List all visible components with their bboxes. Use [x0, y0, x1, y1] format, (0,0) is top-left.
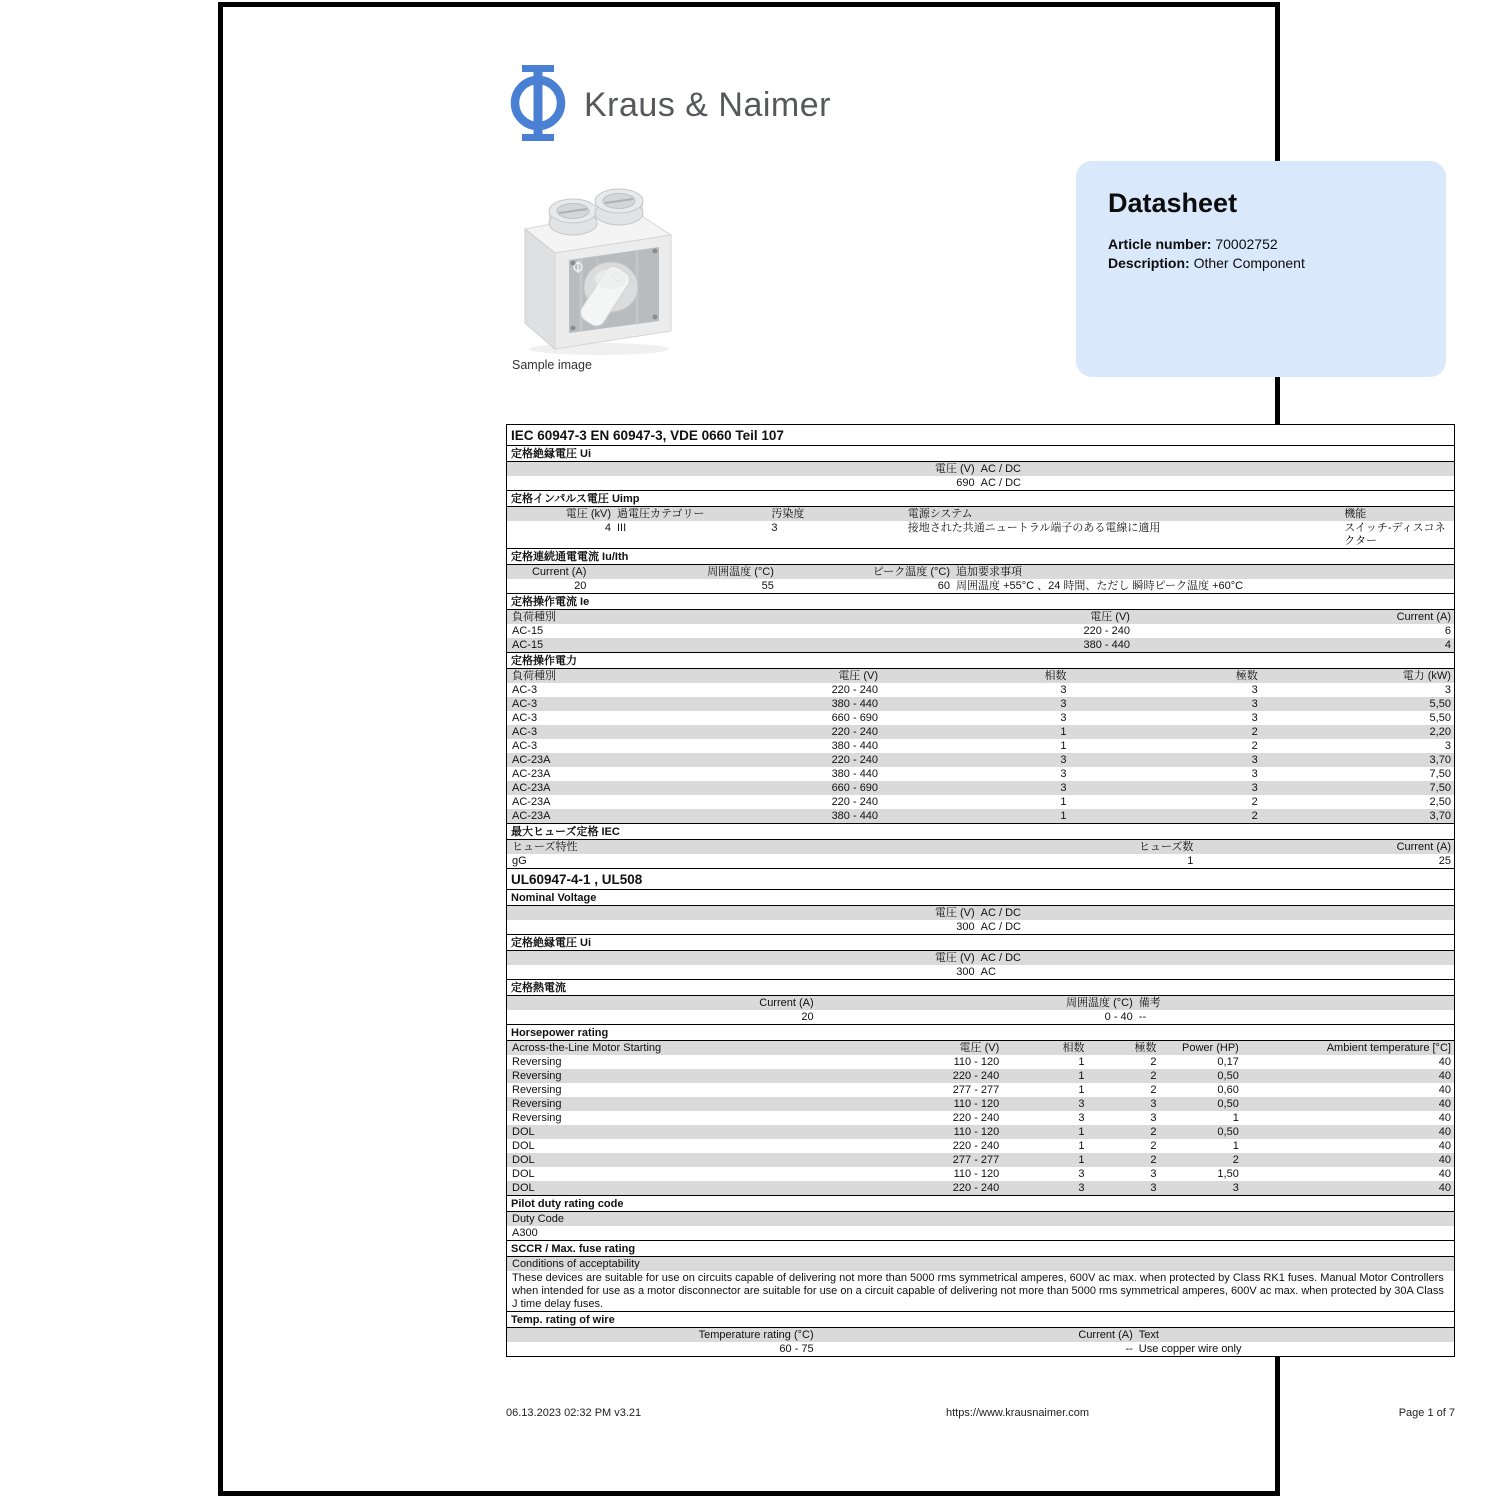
table-cell: 電力 (kW): [1402, 670, 1451, 682]
table-cell: Current (A): [1396, 841, 1451, 853]
table-cell: gG: [512, 855, 527, 867]
table-cell: 20: [801, 1011, 814, 1023]
table-cell: 277 - 277: [952, 1154, 1000, 1166]
table-cell: スイッチ-ディスコネクター: [1344, 522, 1446, 547]
datasheet-card: [1076, 161, 1446, 377]
table-cell: AC-3: [512, 726, 538, 738]
table-cell: 2,50: [1429, 796, 1451, 808]
table-cell: 3: [1078, 1112, 1085, 1124]
table-cell: 電圧 (kV): [565, 508, 611, 520]
table-cell: 3: [1251, 768, 1258, 780]
table-cell: 380 - 440: [831, 768, 879, 780]
table-cell: AC-3: [512, 698, 538, 710]
table-row: [507, 1226, 1454, 1240]
table-cell: 380 - 440: [1083, 639, 1130, 651]
sample-image-caption: Sample image: [512, 358, 592, 372]
table-cell: 40: [1438, 1098, 1451, 1110]
table-row: [507, 507, 1454, 521]
article-number-value: 70002752: [1211, 236, 1278, 252]
table-cell: Reversing: [512, 1098, 562, 1110]
table-cell: AC-23A: [512, 768, 551, 780]
table-cell: 220 - 240: [831, 684, 879, 696]
table-section-title: 定格インパルス電圧 Uimp: [507, 490, 1454, 507]
table-row: [507, 1271, 1454, 1311]
table-section-title: Horsepower rating: [507, 1024, 1454, 1041]
table-cell: --: [1125, 1343, 1133, 1355]
table-section-title: 最大ヒューズ定格 IEC: [507, 823, 1454, 840]
table-cell: AC-23A: [512, 782, 551, 794]
table-row: [507, 683, 1454, 697]
table-cell: AC / DC: [980, 463, 1021, 475]
table-cell: 2: [1251, 740, 1258, 752]
table-cell: DOL: [512, 1126, 535, 1138]
table-cell: DOL: [512, 1182, 535, 1194]
table-cell: 極数: [1134, 1042, 1157, 1054]
description-label: Description:: [1108, 255, 1190, 271]
table-section-title: SCCR / Max. fuse rating: [507, 1240, 1454, 1257]
table-cell: 1: [1078, 1154, 1085, 1166]
table-row: [507, 697, 1454, 711]
table-cell: 3: [1251, 754, 1258, 766]
table-row: [507, 521, 1454, 548]
table-cell: 220 - 240: [831, 754, 879, 766]
table-row: [507, 624, 1454, 638]
table-cell: DOL: [512, 1140, 535, 1152]
table-cell: 電圧 (V): [934, 907, 975, 919]
spec-table: [506, 424, 1455, 1357]
table-section-title: Temp. rating of wire: [507, 1311, 1454, 1328]
table-cell: 周囲温度 (°C): [1066, 997, 1133, 1009]
table-title: IEC 60947-3 EN 60947-3, VDE 0660 Teil 107: [507, 425, 1454, 446]
table-cell: 接地された共通ニュートラル端子のある電線に適用: [907, 522, 1161, 534]
table-cell: 3: [1060, 712, 1067, 724]
table-cell: 周囲温度 +55°C 、24 時間、ただし 瞬時ピーク温度 +60°C: [956, 580, 1244, 592]
table-cell: Reversing: [512, 1070, 562, 1082]
table-cell: 110 - 120: [953, 1056, 1000, 1068]
table-cell: 660 - 690: [831, 782, 879, 794]
article-number-label: Article number:: [1108, 236, 1212, 252]
table-cell: ピーク温度 (°C): [872, 566, 951, 578]
table-cell: 110 - 120: [953, 1098, 1000, 1110]
footer-date-version: 06.13.2023 02:32 PM v3.21: [506, 1407, 642, 1419]
table-cell: 1: [1078, 1140, 1085, 1152]
table-row: [507, 579, 1454, 593]
table-row: [507, 1111, 1454, 1125]
table-cell: 3: [1078, 1168, 1085, 1180]
table-row: [507, 1069, 1454, 1083]
table-row: [507, 1139, 1454, 1153]
table-cell: AC-15: [512, 639, 544, 651]
table-cell: 40: [1438, 1056, 1451, 1068]
cable-gland-right: [595, 189, 643, 225]
table-cell: Current (A): [1396, 611, 1451, 623]
table-cell: 277 - 277: [952, 1084, 1000, 1096]
table-row: [507, 711, 1454, 725]
table-row: [507, 809, 1454, 823]
table-cell: 相数: [1044, 670, 1067, 682]
table-cell: Across-the-Line Motor Starting: [512, 1042, 662, 1054]
table-cell: 300: [956, 921, 975, 933]
table-row: [507, 795, 1454, 809]
table-cell: AC / DC: [980, 952, 1021, 964]
table-cell: Current (A): [531, 566, 587, 578]
table-cell: A300: [512, 1227, 538, 1239]
table-cell: 3: [1060, 768, 1067, 780]
table-cell: 負荷種別: [512, 611, 556, 623]
table-cell: 1: [1078, 1084, 1085, 1096]
table-row: [507, 1125, 1454, 1139]
table-row: [507, 725, 1454, 739]
table-row: [507, 739, 1454, 753]
page-footer: [506, 1407, 1455, 1422]
cable-gland-left: [549, 199, 597, 235]
table-cell: Ambient temperature [°C]: [1326, 1042, 1451, 1054]
table-row: [507, 906, 1454, 920]
table-row: [507, 965, 1454, 979]
table-cell: 汚染度: [771, 508, 805, 520]
table-cell: 1: [1060, 740, 1067, 752]
table-cell: 追加要求事項: [956, 566, 1023, 578]
table-cell: 40: [1438, 1168, 1451, 1180]
table-row: [507, 854, 1454, 868]
table-row: [507, 920, 1454, 934]
table-row: [507, 996, 1454, 1010]
table-cell: 40: [1438, 1070, 1451, 1082]
table-cell: 300: [956, 966, 975, 978]
table-cell: AC-23A: [512, 810, 551, 822]
table-cell: 690: [956, 477, 975, 489]
table-cell: 3: [1251, 684, 1258, 696]
table-cell: 3: [1444, 684, 1451, 696]
table-cell: 3: [1060, 782, 1067, 794]
table-cell: 60 - 75: [779, 1343, 814, 1355]
table-cell: 3: [1150, 1182, 1157, 1194]
table-row: [507, 781, 1454, 795]
table-cell: 380 - 440: [831, 810, 879, 822]
table-cell: 4: [1444, 639, 1451, 651]
table-row: [507, 753, 1454, 767]
table-cell: 3: [1060, 754, 1067, 766]
table-cell: 220 - 240: [952, 1070, 1000, 1082]
table-cell: 1: [1078, 1070, 1085, 1082]
table-row: [507, 565, 1454, 579]
table-cell: Conditions of acceptability: [512, 1258, 640, 1270]
table-row: [507, 951, 1454, 965]
table-row: [507, 1083, 1454, 1097]
table-row: [507, 1342, 1454, 1356]
table-cell: 負荷種別: [512, 670, 556, 682]
table-cell: 0,17: [1217, 1056, 1239, 1068]
footer-website-link[interactable]: https://www.krausnaimer.com: [946, 1407, 1090, 1419]
table-cell: 3: [1444, 740, 1451, 752]
table-cell: Power (HP): [1181, 1042, 1239, 1054]
table-cell: 1,50: [1217, 1168, 1239, 1180]
table-cell: ヒューズ特性: [512, 841, 578, 853]
brand-name: Kraus & Naimer: [584, 86, 831, 124]
table-cell: 380 - 440: [831, 740, 879, 752]
table-cell: AC-15: [512, 625, 544, 637]
table-cell: 機能: [1344, 508, 1367, 520]
table-cell: 1: [1078, 1056, 1085, 1068]
table-row: [507, 1041, 1454, 1055]
table-section-title: Pilot duty rating code: [507, 1195, 1454, 1212]
table-cell: AC-3: [512, 684, 538, 696]
table-cell: 220 - 240: [952, 1112, 1000, 1124]
table-cell: AC / DC: [980, 907, 1021, 919]
table-row: [507, 1097, 1454, 1111]
table-cell: 110 - 120: [953, 1168, 1000, 1180]
table-cell: --: [1138, 1011, 1147, 1023]
table-cell: 2: [1232, 1154, 1239, 1166]
table-cell: These devices are suitable for use on circuits capable of delivering not more than 5000 rms symmetrical amperes, 600V ac max. when protected by Class RK1 fuses. Manual Motor Controllers when intended for use as a motor disconnector are suitable for use on a circuit capable of delivering not more than 5000 rms symmetrical amperes, 600V ac max. when protected by 30A Class J time delay fuses.: [512, 1272, 1444, 1310]
table-cell: AC-23A: [512, 754, 551, 766]
table-cell: DOL: [512, 1168, 535, 1180]
table-cell: 2: [1150, 1070, 1157, 1082]
table-cell: 3: [771, 522, 778, 534]
table-cell: 3: [1078, 1098, 1085, 1110]
table-cell: 5,50: [1429, 712, 1451, 724]
table-cell: 220 - 240: [952, 1140, 1000, 1152]
table-cell: 1: [1060, 796, 1067, 808]
table-cell: ヒューズ数: [1138, 841, 1194, 853]
table-row: [507, 840, 1454, 854]
table-cell: 40: [1438, 1154, 1451, 1166]
table-cell: 40: [1438, 1084, 1451, 1096]
table-cell: 55: [761, 580, 774, 592]
table-cell: Use copper wire only: [1138, 1343, 1242, 1355]
table-cell: 極数: [1235, 670, 1258, 682]
footer-page-number: Page 1 of 7: [1398, 1407, 1455, 1419]
table-cell: 3: [1150, 1098, 1157, 1110]
table-cell: DOL: [512, 1154, 535, 1166]
table-cell: 2,20: [1429, 726, 1451, 738]
table-cell: 220 - 240: [1083, 625, 1130, 637]
table-cell: 3: [1232, 1182, 1239, 1194]
table-cell: 380 - 440: [831, 698, 879, 710]
datasheet-title: Datasheet: [1108, 188, 1238, 218]
table-cell: AC-23A: [512, 796, 551, 808]
table-row: [507, 1010, 1454, 1024]
description-value: Other Component: [1189, 255, 1305, 271]
table-cell: 2: [1150, 1154, 1157, 1166]
table-cell: 7,50: [1429, 768, 1451, 780]
table-cell: 電圧 (V): [838, 670, 879, 682]
article-number-line: [1108, 235, 1414, 254]
table-cell: 40: [1438, 1126, 1451, 1138]
table-cell: Current (A): [1078, 1329, 1133, 1341]
table-cell: 40: [1438, 1182, 1451, 1194]
table-cell: Temperature rating (°C): [698, 1329, 814, 1341]
table-cell: 2: [1150, 1140, 1157, 1152]
table-cell: 3: [1251, 698, 1258, 710]
table-row: [507, 1181, 1454, 1195]
table-section-title: Nominal Voltage: [507, 890, 1454, 906]
table-cell: 1: [1060, 726, 1067, 738]
table-cell: AC / DC: [980, 477, 1021, 489]
table-cell: 6: [1444, 625, 1451, 637]
table-cell: 2: [1251, 796, 1258, 808]
table-section-title: 定格操作電流 Ie: [507, 593, 1454, 610]
table-cell: 4: [604, 522, 611, 534]
table-cell: AC: [980, 966, 996, 978]
table-cell: 660 - 690: [831, 712, 879, 724]
table-row: [507, 610, 1454, 624]
table-cell: 3: [1150, 1168, 1157, 1180]
table-row: [507, 767, 1454, 781]
table-cell: Reversing: [512, 1056, 562, 1068]
table-row: [507, 669, 1454, 683]
table-cell: 0,50: [1217, 1098, 1239, 1110]
table-cell: 60: [937, 580, 951, 592]
table-cell: 25: [1438, 855, 1451, 867]
table-cell: 相数: [1062, 1042, 1085, 1054]
table-cell: 3,70: [1429, 810, 1451, 822]
table-cell: 7,50: [1429, 782, 1451, 794]
table-row: [507, 1153, 1454, 1167]
table-row: [507, 1257, 1454, 1271]
table-cell: Reversing: [512, 1084, 562, 1096]
table-cell: Reversing: [512, 1112, 562, 1124]
table-cell: AC-3: [512, 740, 538, 752]
table-cell: 1: [1232, 1112, 1239, 1124]
table-section-title: 定格連続通電電流 Iu/Ith: [507, 548, 1454, 565]
table-cell: 2: [1150, 1126, 1157, 1138]
table-cell: 備考: [1138, 997, 1161, 1009]
kraus-naimer-phi-logo-icon: [510, 65, 566, 146]
table-cell: 0 - 40: [1104, 1011, 1133, 1023]
table-cell: 電圧 (V): [934, 463, 975, 475]
table-cell: 2: [1251, 726, 1258, 738]
table-cell: 20: [574, 580, 587, 592]
table-cell: 0,50: [1217, 1070, 1239, 1082]
table-row: [507, 476, 1454, 490]
table-cell: 3: [1060, 698, 1067, 710]
table-cell: Text: [1138, 1329, 1159, 1341]
table-cell: 過電圧カテゴリー: [617, 508, 705, 520]
table-cell: 3: [1251, 712, 1258, 724]
table-row: [507, 1328, 1454, 1342]
table-cell: 2: [1150, 1056, 1157, 1068]
table-cell: 110 - 120: [953, 1126, 1000, 1138]
description-line: [1108, 254, 1414, 273]
table-cell: 周囲温度 (°C): [707, 566, 774, 578]
table-cell: 3: [1060, 684, 1067, 696]
product-image: [511, 161, 683, 362]
table-cell: 0,60: [1217, 1084, 1239, 1096]
table-section-title: 定格絶縁電圧 Ui: [507, 934, 1454, 951]
table-cell: 電圧 (V): [934, 952, 975, 964]
table-row: [507, 462, 1454, 476]
table-cell: 5,50: [1429, 698, 1451, 710]
document-page: [218, 2, 1455, 1496]
table-cell: 1: [1187, 855, 1194, 867]
table-cell: 電圧 (V): [1090, 611, 1130, 623]
table-row: [507, 1167, 1454, 1181]
table-cell: 3: [1251, 782, 1258, 794]
table-cell: 3,70: [1429, 754, 1451, 766]
table-cell: 2: [1150, 1084, 1157, 1096]
table-cell: 220 - 240: [831, 726, 879, 738]
table-title: UL60947-4-1 , UL508: [507, 868, 1454, 890]
table-cell: 電源システム: [907, 508, 973, 520]
table-cell: 220 - 240: [952, 1182, 1000, 1194]
table-cell: 40: [1438, 1112, 1451, 1124]
table-cell: 220 - 240: [831, 796, 879, 808]
table-cell: AC / DC: [980, 921, 1021, 933]
table-cell: III: [617, 522, 627, 534]
table-section-title: 定格絶縁電圧 Ui: [507, 446, 1454, 462]
table-cell: 40: [1438, 1140, 1451, 1152]
table-cell: 電圧 (V): [959, 1042, 1000, 1054]
table-row: [507, 1055, 1454, 1069]
table-cell: Duty Code: [512, 1213, 564, 1225]
table-cell: Current (A): [759, 997, 814, 1009]
table-section-title: 定格熱電流: [507, 979, 1454, 996]
table-cell: 1: [1078, 1126, 1085, 1138]
table-cell: AC-3: [512, 712, 538, 724]
table-row: [507, 1212, 1454, 1226]
table-cell: 1: [1060, 810, 1067, 822]
table-cell: 1: [1232, 1140, 1239, 1152]
table-cell: 3: [1150, 1112, 1157, 1124]
table-row: [507, 638, 1454, 652]
table-cell: 0,50: [1217, 1126, 1239, 1138]
table-cell: 2: [1251, 810, 1258, 822]
table-cell: 3: [1078, 1182, 1085, 1194]
brand-header: [510, 65, 831, 146]
table-section-title: 定格操作電力: [507, 652, 1454, 669]
